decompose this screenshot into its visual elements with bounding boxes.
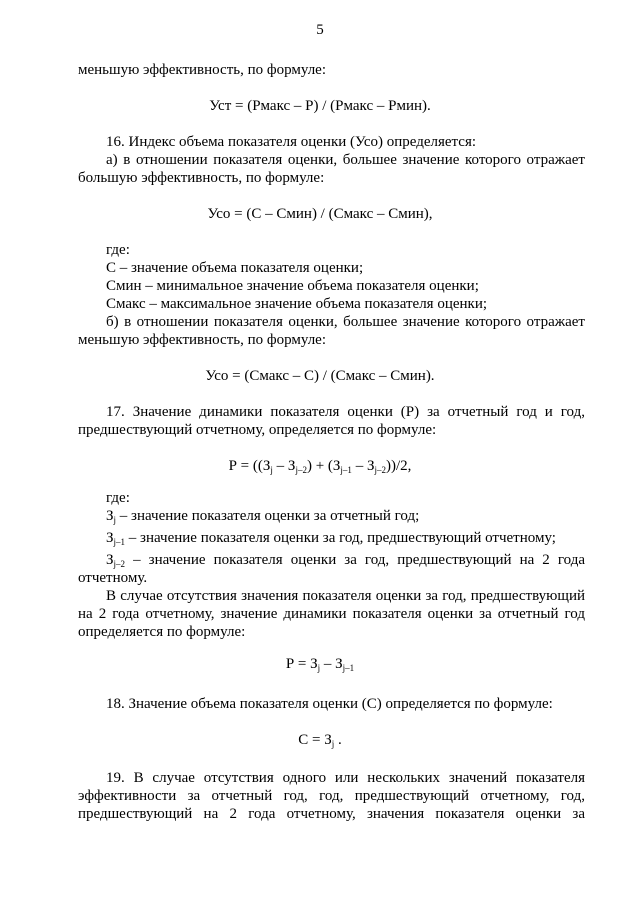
definition-zj1: $З_{j-1}$ – значение показателя оценки за год, предшествующий отчетному; (106, 530, 556, 547)
page-number: 5 (316, 22, 324, 38)
text-line: меньшую эффективность, по формуле: (78, 62, 327, 78)
formula-dynamics: $Р = ((З_j - З_{j-2}) + (З_{j-1} - З_{j-2}))/2$, (228, 458, 412, 475)
text-line: Смин – минимальное значение объема показателя оценки; (106, 278, 479, 294)
text-line: меньшую эффективность, по формуле: (78, 332, 327, 348)
text-line: предшествующий на 2 года отчетному, значения показателя оценки за (78, 806, 585, 822)
formula-dynamics-short: $Р = З_j - З_{j-1}$ (285, 656, 355, 673)
text-line: С – значение объема показателя оценки; (106, 260, 364, 276)
formula-uso-b: Усо = (Смакс – С) / (Смакс – Смин). (205, 368, 435, 384)
text-line: В случае отсутствия значения показателя оценки за год, предшествующий (106, 588, 585, 604)
text-line: большую эффективность, по формуле: (78, 170, 325, 186)
text-line: где: (106, 242, 130, 258)
text-line: б) в отношении показателя оценки, большее значение которого отражает (106, 314, 585, 330)
text-line: а) в отношении показателя оценки, большее значение которого отражает (106, 152, 585, 168)
formula-ust: Уст = (Рмакс – Р) / (Рмакс – Рмин). (209, 98, 431, 114)
text-line: отчетному. (78, 570, 148, 586)
paragraph-16-heading: 16. Индекс объема показателя оценки (Усо) определяется: (106, 134, 477, 150)
formula-volume: $С = З_j$ . (298, 732, 342, 749)
text-line: эффективности за отчетный год, год, предшествующий отчетному, год, (78, 788, 585, 804)
text-line: где: (106, 490, 130, 506)
formula-uso-a: Усо = (С – Смин) / (Смакс – Смин), (207, 206, 433, 222)
text-line: Смакс – максимальное значение объема показателя оценки; (106, 296, 488, 312)
definition-zj2: $З_{j-2}$ – значение показателя оценки за год, предшествующий на 2 года (106, 552, 585, 569)
paragraph-18: 18. Значение объема показателя оценки (С) определяется по формуле: (106, 696, 553, 712)
text-line: на 2 года отчетному, значение динамики показателя оценки за отчетный год (78, 606, 585, 622)
definition-zj: $З_j$ – значение показателя оценки за отчетный год; (106, 508, 420, 525)
paragraph-17-heading: 17. Значение динамики показателя оценки (Р) за отчетный год и год, (106, 404, 585, 420)
text-line: предшествующий отчетному, определяется по формуле: (78, 422, 437, 438)
text-line: определяется по формуле: (78, 624, 246, 640)
paragraph-19-heading: 19. В случае отсутствия одного или нескольких значений показателя (106, 770, 585, 786)
